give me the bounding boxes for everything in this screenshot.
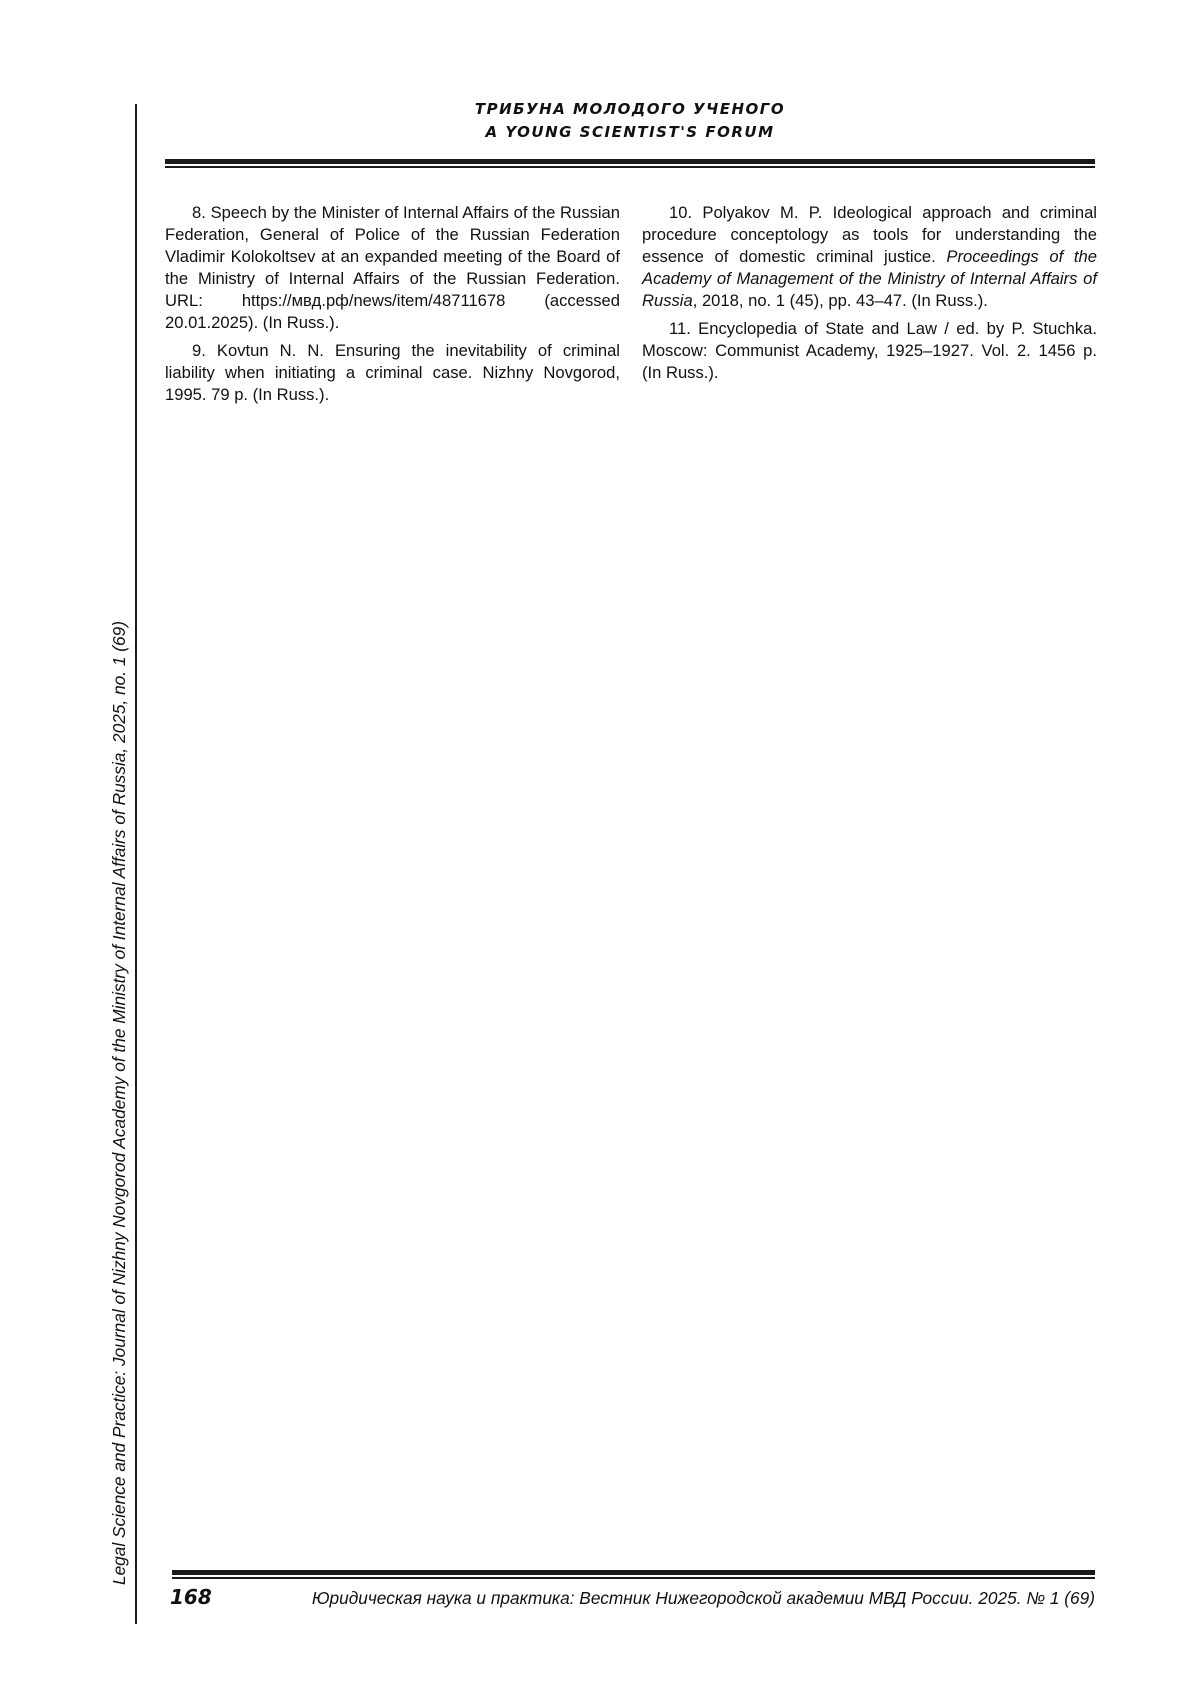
sidebar-journal-title: Legal Science and Practice: Journal of Nizhny Novgorod Academy of the Ministry of Internal Affairs of Russia, 2025, no. 1 (69)	[109, 620, 129, 1586]
references-left-column	[165, 202, 620, 412]
page-number: 168	[170, 1585, 212, 1609]
reference-item: 8. Speech by the Minister of Internal Affairs of the Russian Federation, General of Police of the Russian Federation Vladimir Kolokoltsev at an expanded meeting of the Board of the Ministry of Internal Affairs of the Russian Federation. URL: https://мвд.рф/news/item/48711678 (accessed 20.01.2025). (In Russ.).	[165, 203, 620, 332]
references-right-column	[642, 202, 1097, 390]
reference-text: 10. Polyakov M. P. Ideological approach and criminal procedure conceptology as tools for understanding the essence of domestic criminal justice.	[642, 203, 1097, 266]
sidebar-rule	[135, 104, 137, 1624]
footer-rule-thin	[172, 1577, 1095, 1579]
reference-item: 11. Encyclopedia of State and Law / ed. by P. Stuchka. Moscow: Communist Academy, 1925–1927. Vol. 2. 1456 p. (In Russ.).	[642, 319, 1097, 382]
reference-text: , 2018, no. 1 (45), pp. 43–47. (In Russ.).	[692, 291, 988, 310]
reference-item: 9. Kovtun N. N. Ensuring the inevitability of criminal liability when initiating a criminal case. Nizhny Novgorod, 1995. 79 p. (In Russ.).	[165, 341, 620, 404]
reference-journal-italic: Proceedings of the Academy of Management of the Ministry of Internal Affairs of Russia	[642, 247, 1098, 310]
footer-journal-title: Юридическая наука и практика: Вестник Нижегородской академии МВД России. 2025. № 1 (69)	[311, 1588, 1095, 1608]
section-header	[165, 98, 1095, 144]
footer-rule-thick	[172, 1570, 1095, 1575]
section-title-ru: ТРИБУНА МОЛОДОГО УЧЕНОГО	[474, 100, 786, 118]
header-rule-thin	[165, 166, 1095, 168]
header-rule-thick	[165, 159, 1095, 164]
section-title-en: A YOUNG SCIENTIST'S FORUM	[485, 123, 775, 141]
reference-item	[642, 202, 1097, 312]
